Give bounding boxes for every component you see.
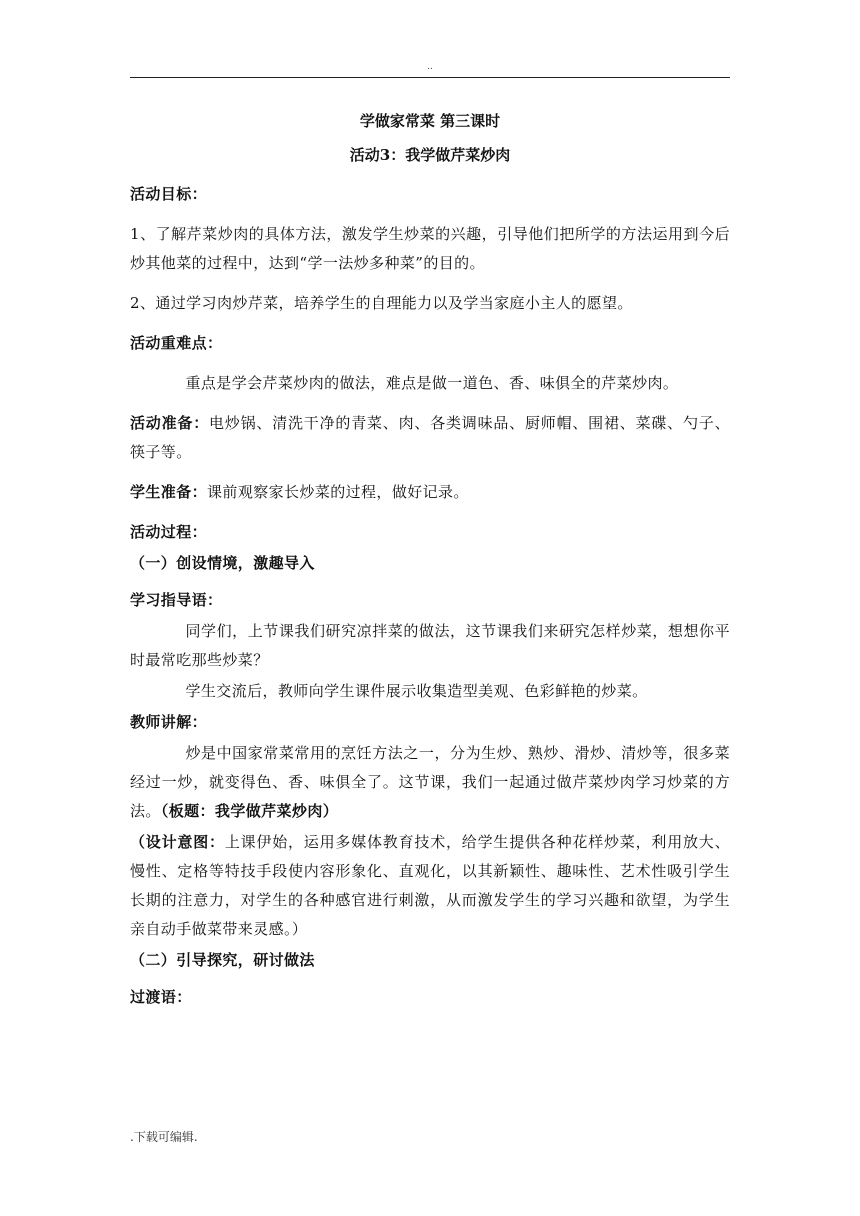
objective-item-2: 2、通过学习肉炒芹菜，培养学生的自理能力以及学当家庭小主人的愿望。 — [130, 294, 633, 312]
teacher-text — [130, 739, 730, 826]
student-prep-text: 课前观察家长炒菜的过程，做好记录。 — [207, 483, 469, 501]
student-prep-paragraph — [130, 478, 730, 507]
board-title: （板题：我学做芹菜炒肉） — [160, 802, 339, 820]
guide-heading: 学习指导语： — [130, 591, 223, 609]
objective-item-1: 1、了解芹菜炒肉的具体方法，激发学生炒菜的兴趣，引导他们把所学的方法运用到今后炒其他菜的过程中，达到“学一法炒多种菜”的目的。 — [130, 225, 730, 272]
document-subtitle: 活动3：我学做芹菜炒肉 — [349, 146, 511, 164]
process-heading: 活动过程： — [130, 523, 208, 541]
preparation-label: 活动准备： — [130, 414, 209, 432]
key-points-heading: 活动重难点： — [130, 334, 223, 352]
header-mark: .. — [427, 62, 433, 72]
design-label: （设计意图： — [130, 833, 225, 851]
guide-text: 同学们，上节课我们研究凉拌菜的做法，这节课我们来研究怎样炒菜，想想你平时最常吃那些炒菜？ — [130, 622, 730, 669]
footer-note: .下载可编辑. — [130, 1130, 198, 1144]
section-1-heading: （一）创设情境，激趣导入 — [130, 554, 315, 572]
section-2-heading: （二）引导探究，研讨做法 — [130, 951, 315, 969]
teacher-explanation: 炒是中国家常菜常用的烹饪方法之一，分为生炒、熟炒、滑炒、清炒等，很多菜经过一炒，就变得色、香、味俱全了。这节课，我们一起通过做芹菜炒肉学习炒菜的方法。 — [130, 744, 730, 820]
preparation-text: 电炒锅、清洗干净的青菜、肉、各类调味品、厨师帽、围裙、菜碟、勺子、筷子等。 — [130, 414, 730, 461]
key-points-text: 重点是学会芹菜炒肉的做法，难点是做一道色、香、味俱全的芹菜炒肉。 — [185, 374, 679, 392]
document-title: 学做家常菜 第三课时 — [359, 112, 501, 130]
student-prep-label: 学生准备： — [130, 483, 208, 501]
design-intent — [130, 828, 730, 944]
teacher-heading: 教师讲解： — [130, 713, 208, 731]
transition-heading: 过渡语： — [130, 988, 192, 1006]
exchange-text: 学生交流后，教师向学生课件展示收集造型美观、色彩鲜艳的炒菜。 — [185, 682, 648, 700]
objectives-heading: 活动目标： — [130, 185, 208, 203]
preparation-paragraph — [130, 409, 730, 467]
design-text: 上课伊始，运用多媒体教育技术，给学生提供各种花样炒菜，利用放大、慢性、定格等特技手段使内容形象化、直观化，以其新颖性、趣味性、艺术性吸引学生长期的注意力，对学生的各种感官进行刺激，从而激发学生的学习兴趣和欲望，为学生亲自动手做菜带来灵感。） — [130, 833, 731, 938]
header-rule — [130, 77, 730, 78]
document-body — [130, 104, 730, 1023]
